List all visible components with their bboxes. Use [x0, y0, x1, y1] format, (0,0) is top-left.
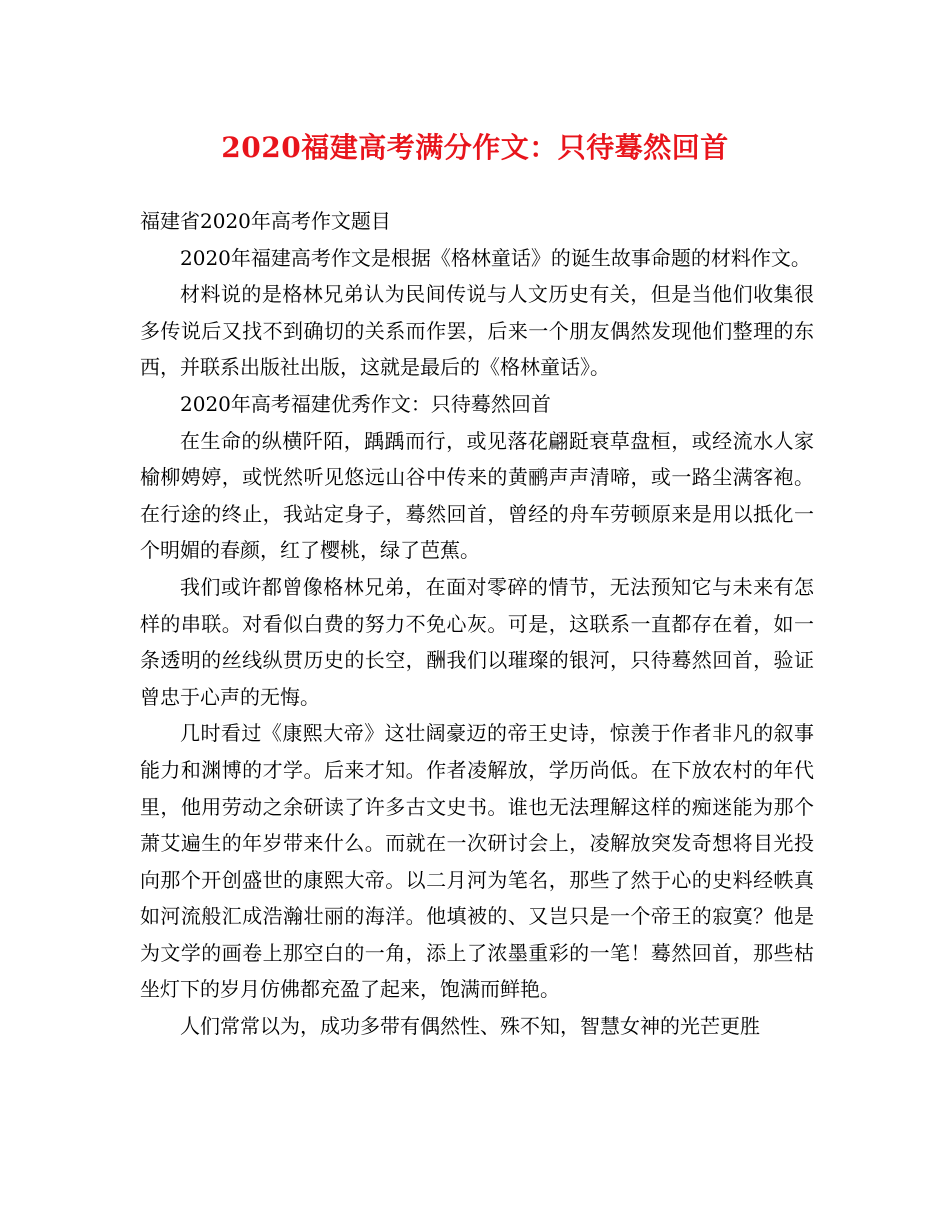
- paragraph-essay-opening: 在生命的纵横阡陌，踽踽而行，或见落花翩跹衰草盘桓，或经流水人家榆柳娉婷，或恍然听见悠远山谷中传来的黄鹂声声清啼，或一路尘满客袍。在行途的终止，我站定身子，蓦然回首，曾经的舟车劳顿原来是用以抵化一个明媚的春颜，红了樱桃，绿了芭蕉。: [140, 428, 814, 563]
- document-body: [140, 203, 814, 1045]
- paragraph-essay-grimm: 我们或许都曾像格林兄弟，在面对零碎的情节，无法预知它与未来有怎样的串联。对看似白费的努力不免心灰。可是，这联系一直都存在着，如一条透明的丝线纵贯历史的长空，酬我们以璀璨的银河，只待蓦然回首，验证曾忠于心声的无悔。: [140, 574, 814, 709]
- paragraph-exam-topic-heading: 福建省2020年高考作文题目: [140, 209, 391, 233]
- paragraph-essay-kangxi: 几时看过《康熙大帝》这壮阔豪迈的帝王史诗，惊羡于作者非凡的叙事能力和渊博的才学。后来才知。作者凌解放，学历尚低。在下放农村的年代里，他用劳动之余研读了许多古文史书。谁也无法理解这样的痴迷能为那个萧艾遍生的年岁带来什么。而就在一次研讨会上，凌解放突发奇想将目光投向那个开创盛世的康熙大帝。以二月河为笔名，那些了然于心的史料经帙真如河流般汇成浩瀚壮丽的海洋。他填被的、又岂只是一个帝王的寂寞？他是为文学的画卷上那空白的一角，添上了浓墨重彩的一笔！蓦然回首，那些枯坐灯下的岁月仿佛都充盈了起来，饱满而鲜艳。: [140, 721, 814, 1002]
- paragraph-essay-success: 人们常常以为，成功多带有偶然性、殊不知，智慧女神的光芒更胜: [180, 1014, 760, 1039]
- paragraph-material-summary: 材料说的是格林兄弟认为民间传说与人文历史有关，但是当他们收集很多传说后又找不到确切的关系而作罢，后来一个朋友偶然发现他们整理的东西，并联系出版社出版，这就是最后的《格林童话》。: [140, 282, 814, 380]
- paragraph-essay-heading: 2020年高考福建优秀作文：只待蓦然回首: [180, 391, 551, 416]
- paragraph-topic-intro: 2020年福建高考作文是根据《格林童话》的诞生故事命题的材料作文。: [180, 245, 811, 270]
- document-title: 2020福建高考满分作文：只待蓦然回首: [221, 131, 729, 164]
